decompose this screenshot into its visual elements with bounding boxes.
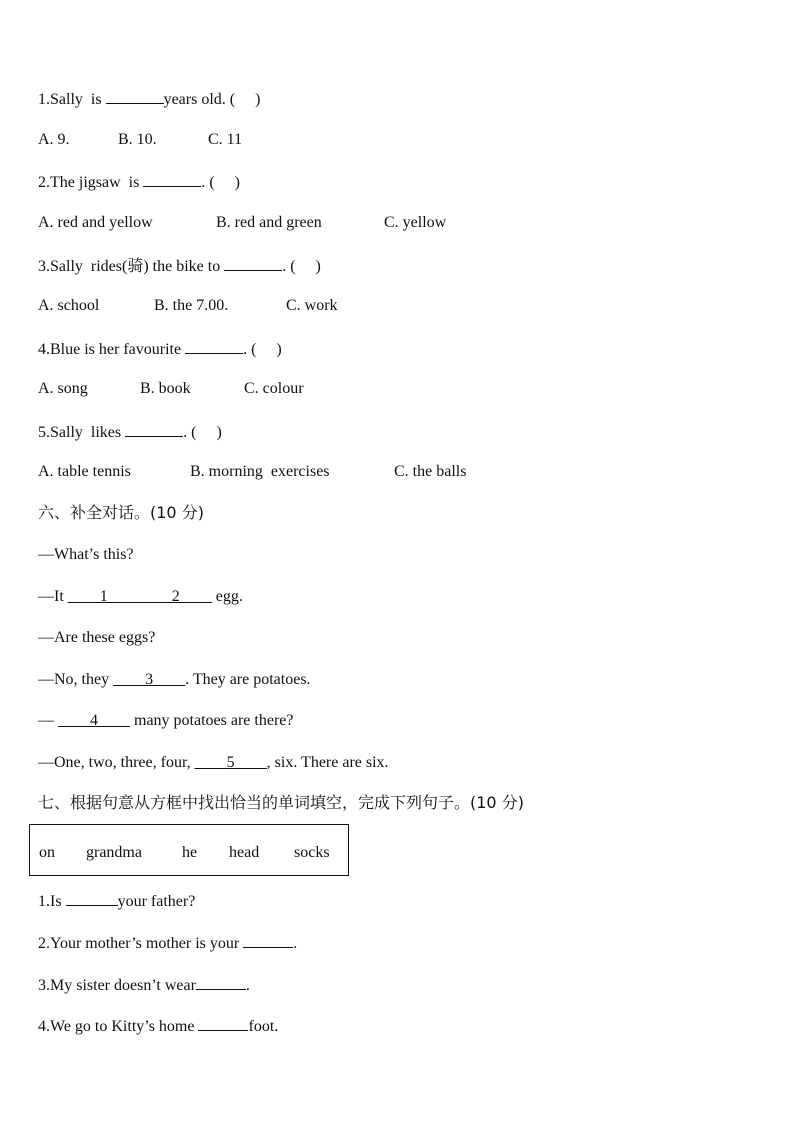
dialogue-line: —It ____1________2____ egg. bbox=[38, 588, 243, 605]
option-b[interactable]: B. the 7.00. bbox=[154, 297, 229, 314]
answer-blank[interactable] bbox=[125, 421, 183, 437]
dialogue-line: —One, two, three, four, ____5____, six. There are six. bbox=[38, 754, 389, 771]
word-bank bbox=[29, 824, 349, 876]
option-b[interactable]: B. red and green bbox=[216, 214, 322, 231]
dialogue-blank-5[interactable]: ____5____ bbox=[194, 754, 267, 771]
dialogue-blank-3[interactable]: ____3____ bbox=[113, 671, 186, 688]
option-a[interactable]: A. school bbox=[38, 297, 100, 314]
question-3: 3.Sally rides(骑) the bike to . ( ) bbox=[38, 255, 321, 277]
answer-blank[interactable] bbox=[198, 1015, 248, 1031]
word-on[interactable]: on bbox=[39, 844, 55, 861]
dialogue-line: —Are these eggs? bbox=[38, 629, 156, 646]
question-5: 5.Sally likes . ( ) bbox=[38, 421, 222, 443]
sentence-1: 1.Is your father? bbox=[38, 890, 195, 912]
sentence-3: 3.My sister doesn’t wear . bbox=[38, 974, 250, 996]
answer-blank[interactable] bbox=[196, 974, 246, 990]
sentence-2: 2.Your mother’s mother is your . bbox=[38, 932, 297, 954]
option-a[interactable]: A. song bbox=[38, 380, 88, 397]
question-1: 1.Sally is years old. ( ) bbox=[38, 88, 260, 110]
question-4: 4.Blue is her favourite . ( ) bbox=[38, 338, 282, 360]
answer-blank[interactable] bbox=[106, 88, 164, 104]
option-c[interactable]: C. colour bbox=[244, 380, 304, 397]
dialogue-line: —What’s this? bbox=[38, 546, 134, 563]
word-grandma[interactable]: grandma bbox=[86, 844, 142, 861]
question-2: 2.The jigsaw is . ( ) bbox=[38, 171, 240, 193]
sentence-4: 4.We go to Kitty’s home foot. bbox=[38, 1015, 278, 1037]
word-he[interactable]: he bbox=[182, 844, 198, 861]
option-b[interactable]: B. 10. bbox=[118, 131, 157, 148]
dialogue-line: —No, they ____3____. They are potatoes. bbox=[38, 671, 311, 688]
answer-blank[interactable] bbox=[224, 255, 282, 271]
answer-blank[interactable] bbox=[243, 932, 293, 948]
option-b[interactable]: B. morning exercises bbox=[190, 463, 330, 480]
dialogue-blank-4[interactable]: ____4____ bbox=[58, 712, 130, 729]
option-c[interactable]: C. work bbox=[286, 297, 338, 314]
answer-blank[interactable] bbox=[143, 171, 201, 187]
word-head[interactable]: head bbox=[229, 844, 260, 861]
option-b[interactable]: B. book bbox=[140, 380, 191, 397]
option-c[interactable]: C. the balls bbox=[394, 463, 467, 480]
answer-blank[interactable] bbox=[66, 890, 118, 906]
option-c[interactable]: C. 11 bbox=[208, 131, 243, 148]
word-socks[interactable]: socks bbox=[294, 844, 330, 861]
dialogue-blank-1-2[interactable]: ____1________2____ bbox=[67, 588, 212, 605]
option-a[interactable]: A. table tennis bbox=[38, 463, 131, 480]
section-6-heading: 六、补全对话。(10 分) bbox=[38, 503, 204, 522]
answer-blank[interactable] bbox=[185, 338, 243, 354]
option-a[interactable]: A. red and yellow bbox=[38, 214, 153, 231]
dialogue-line: — ____4____ many potatoes are there? bbox=[38, 712, 294, 729]
section-7-heading: 七、根据句意从方框中找出恰当的单词填空，完成下列句子。(10 分) bbox=[38, 793, 524, 812]
option-a[interactable]: A. 9. bbox=[38, 131, 70, 148]
option-c[interactable]: C. yellow bbox=[384, 214, 447, 231]
